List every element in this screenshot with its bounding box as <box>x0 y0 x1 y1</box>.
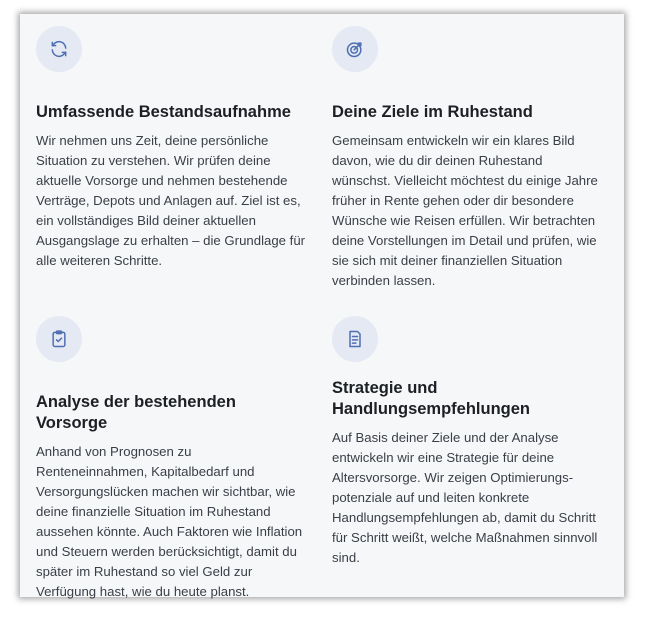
card-strategie <box>332 316 602 568</box>
services-panel <box>20 14 624 597</box>
card-bestandsaufnahme <box>36 26 306 271</box>
card-analyse <box>36 316 306 602</box>
refresh-icon <box>36 26 82 72</box>
card-text: Anhand von Prognosen zu Renteneinnahmen, Kapitalbedarf und Versorgungslücken machen wir sichtbar, wie deine finanzielle Situation im Ruhestand aussehen könnte. Auch Faktoren wie Inflation und Steuern werden berücksichtigt, damit du später im Ruhestand so viel Geld zur Verfügung hast, wie du heute planst. <box>36 444 303 599</box>
card-title: Analyse der bestehenden Vorsorge <box>36 393 236 432</box>
card-text: Auf Basis deiner Ziele und der Analyse entwickeln wir eine Strategie für deine Altersvorsorge. Wir zeigen Optimierungs-potenziale auf und leiten konkrete Handlungsempfehlungen ab, damit du Schritt für Schritt weißt, welche Maßnahmen sinnvoll sind. <box>332 430 598 565</box>
card-text: Wir nehmen uns Zeit, deine persönliche Situation zu verstehen. Wir prüfen deine aktuelle Vorsorge und nehmen bestehende Verträge, Depots und Anlagen auf. Ziel ist es, ein vollständiges Bild deiner aktuellen Ausgangslage zu erhalten – die Grundlage für alle weiteren Schritte. <box>36 133 306 268</box>
card-title: Strategie und Handlungsempfehlungen <box>332 379 530 418</box>
clipboard-check-icon <box>36 316 82 362</box>
card-ziele <box>332 26 602 291</box>
card-title: Umfassende Bestandsaufnahme <box>36 103 291 121</box>
document-list-icon <box>332 316 378 362</box>
card-title: Deine Ziele im Ruhestand <box>332 103 533 121</box>
target-icon <box>332 26 378 72</box>
card-text: Gemeinsam entwickeln wir ein klares Bild davon, wie du dir deinen Ruhestand wünschst. Vielleicht möchtest du einige Jahre früher in Rente gehen oder dir besondere Wünsche wie Reisen erfüllen. Wir betrachten deine Vorstellungen im Detail und prüfen, wie sie sich mit deiner finanziellen Situation verbinden lassen. <box>332 133 598 288</box>
